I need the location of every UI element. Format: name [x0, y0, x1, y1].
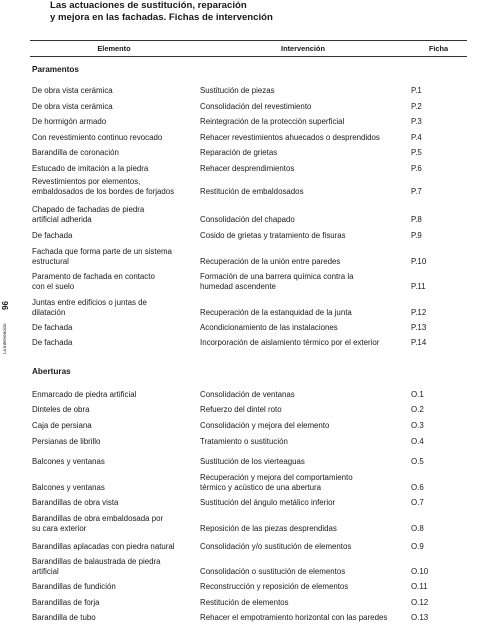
- title-line-1: Las actuaciones de sustitución, reparación: [50, 0, 247, 11]
- table-row: [32, 174, 467, 196]
- table-row: [32, 322, 467, 347]
- intervencion-cell: Tratamiento o sustitución: [200, 436, 288, 446]
- intervencion-cell: Consolidación del revestimiento: [200, 101, 312, 111]
- side-margin: [1, 296, 11, 356]
- intervencion-cell: Consolidación y/o sustitución de elementos: [200, 541, 352, 551]
- intervencion-cell: Consolidación o sustitución de elementos: [200, 566, 346, 576]
- elemento-cell: Con revestimiento continuo revocado: [32, 132, 163, 142]
- intervencion-cell: Consolidación del chapado: [200, 214, 295, 224]
- elemento-cell: Caja de persiana: [32, 420, 92, 430]
- intervencion-cell: Rehacer revestimientos ahuecados o desprendidos: [200, 132, 380, 142]
- ficha-cell: P.8: [411, 214, 422, 224]
- header-intervencion: Intervención: [281, 44, 325, 53]
- ficha-cell: O.10: [411, 566, 429, 576]
- ficha-cell: O.6: [411, 482, 424, 492]
- intervencion-cell: Incorporación de aislamiento térmico por el exterior: [200, 337, 380, 347]
- elemento-cell: Juntas entre edificios o juntas de dilatación: [32, 298, 147, 317]
- ficha-cell: P.1: [411, 85, 422, 95]
- intervencion-cell: Recuperación y mejora del comportamiento térmico y acústico de una abertura: [200, 473, 353, 492]
- ficha-cell: P.7: [411, 186, 422, 196]
- elemento-cell: Barandillas de balaustrada de piedra artificial: [32, 557, 161, 576]
- intervencion-cell: Reconstrucción y reposición de elementos: [200, 581, 349, 591]
- header-ficha: Ficha: [428, 44, 449, 53]
- elemento-cell: Barandillas aplacadas con piedra natural: [32, 541, 175, 551]
- elemento-cell: Barandilla de coronación: [32, 147, 119, 157]
- elemento-cell: De obra vista cerámica: [32, 101, 113, 111]
- ficha-cell: P.14: [411, 337, 427, 347]
- section-title: Aberturas: [32, 367, 71, 376]
- header-elemento: Elemento: [97, 44, 131, 53]
- intervencion-cell: Restitución de embaldosados: [200, 186, 304, 196]
- intervencion-cell: Refuerzo del dintel roto: [200, 404, 282, 414]
- elemento-cell: De obra vista cerámica: [32, 85, 113, 95]
- table-row: [32, 244, 467, 266]
- elemento-cell: Barandilla de tubo: [32, 612, 96, 622]
- intervencion-cell: Recuperación de la estanquidad de la junta: [200, 307, 352, 317]
- elemento-cell: De fachada: [32, 322, 73, 332]
- intervencion-cell: Sustitución de piezas: [200, 85, 275, 95]
- intervencion-cell: Acondicionamiento de las instalaciones: [200, 322, 338, 332]
- ficha-cell: P.11: [411, 281, 426, 291]
- ficha-cell: P.6: [411, 163, 422, 173]
- intervencion-cell: Formación de una barrera química contra la humedad ascendente: [200, 272, 354, 291]
- elemento-cell: Barandillas de forja: [32, 597, 100, 607]
- ficha-cell: P.3: [411, 116, 422, 126]
- document-title: [50, 0, 470, 23]
- intervencion-cell: Sustitución del ángulo metálico inferior: [200, 497, 336, 507]
- intervencion-cell: Restitución de elementos: [200, 597, 289, 607]
- ficha-cell: O.11: [411, 581, 428, 591]
- table-row: [32, 151, 467, 173]
- ficha-cell: O.12: [411, 597, 429, 607]
- intervencion-cell: Reparación de grietas: [200, 147, 278, 157]
- elemento-cell: Chapado de fachadas de piedra artificial adherida: [32, 205, 145, 224]
- table-row: [32, 444, 467, 466]
- title-line-2: y mejora en las fachadas. Fichas de intervención: [50, 11, 273, 23]
- elemento-cell: Barandillas de fundición: [32, 581, 116, 591]
- elemento-cell: Estucado de imitación a la piedra: [32, 163, 149, 173]
- elemento-cell: Dinteles de obra: [32, 404, 90, 414]
- elemento-cell: Balcones y ventanas: [32, 482, 105, 492]
- intervencion-cell: Rehacer desprendimientos: [200, 163, 295, 173]
- intervencion-cell: Reintegración de la protección superficial: [200, 116, 345, 126]
- elemento-cell: De fachada: [32, 230, 73, 240]
- ficha-cell: O.7: [411, 497, 424, 507]
- intervencion-cell: Cosido de grietas y tratamiento de fisuras: [200, 230, 346, 240]
- elemento-cell: Barandillas de obra vista: [32, 497, 119, 507]
- table-row: [32, 424, 467, 446]
- intervencion-cell: Reposición de las piezas desprendidas: [200, 523, 337, 533]
- ficha-cell: O.5: [411, 456, 424, 466]
- intervencion-cell: Sustitución de los vierteaguas: [200, 456, 305, 466]
- table-row: [32, 269, 467, 291]
- ficha-cell: P.9: [411, 230, 422, 240]
- ficha-cell: O.3: [411, 420, 424, 430]
- ficha-cell: O.8: [411, 523, 424, 533]
- section-title: Paramentos: [32, 65, 79, 74]
- elemento-cell: Revestimientos por elementos, embaldosados de los bordes de forjados: [32, 177, 175, 196]
- table-row: [32, 529, 467, 551]
- elemento-cell: Enmarcado de piedra artificial: [32, 389, 137, 399]
- intervencion-cell: Consolidación y mejora del elemento: [200, 420, 330, 430]
- ficha-cell: O.4: [411, 436, 424, 446]
- elemento-cell: De hormigón armado: [32, 116, 107, 126]
- intervencion-cell: Recuperación de la unión entre paredes: [200, 256, 341, 266]
- ficha-cell: O.9: [411, 541, 424, 551]
- table-header: [30, 40, 467, 57]
- ficha-cell: P.2: [411, 101, 422, 111]
- ficha-cell: P.12: [411, 307, 427, 317]
- elemento-cell: Persianas de librillo: [32, 436, 101, 446]
- page-number: 96: [1, 301, 10, 310]
- intervencion-cell: Consolidación de ventanas: [200, 389, 295, 399]
- intervencion-cell: Rehacer el empotramiento horizontal con las paredes: [200, 612, 388, 622]
- elemento-cell: Paramento de fachada en contacto con el suelo: [32, 272, 155, 291]
- ficha-cell: P.13: [411, 322, 427, 332]
- side-label: La intervención: [2, 323, 7, 354]
- elemento-cell: Fachada que forma parte de un sistema estructural: [32, 247, 172, 266]
- ficha-cell: O.2: [411, 404, 424, 414]
- ficha-cell: P.10: [411, 256, 427, 266]
- elemento-cell: Barandillas de obra embaldosada por su cara exterior: [32, 514, 164, 533]
- ficha-cell: O.1: [411, 389, 424, 399]
- table-row: [32, 597, 467, 622]
- elemento-cell: Balcones y ventanas: [32, 456, 105, 466]
- elemento-cell: De fachada: [32, 337, 73, 347]
- ficha-cell: P.4: [411, 132, 422, 142]
- table-row: [32, 218, 467, 240]
- ficha-cell: P.5: [411, 147, 422, 157]
- ficha-cell: O.13: [411, 612, 429, 622]
